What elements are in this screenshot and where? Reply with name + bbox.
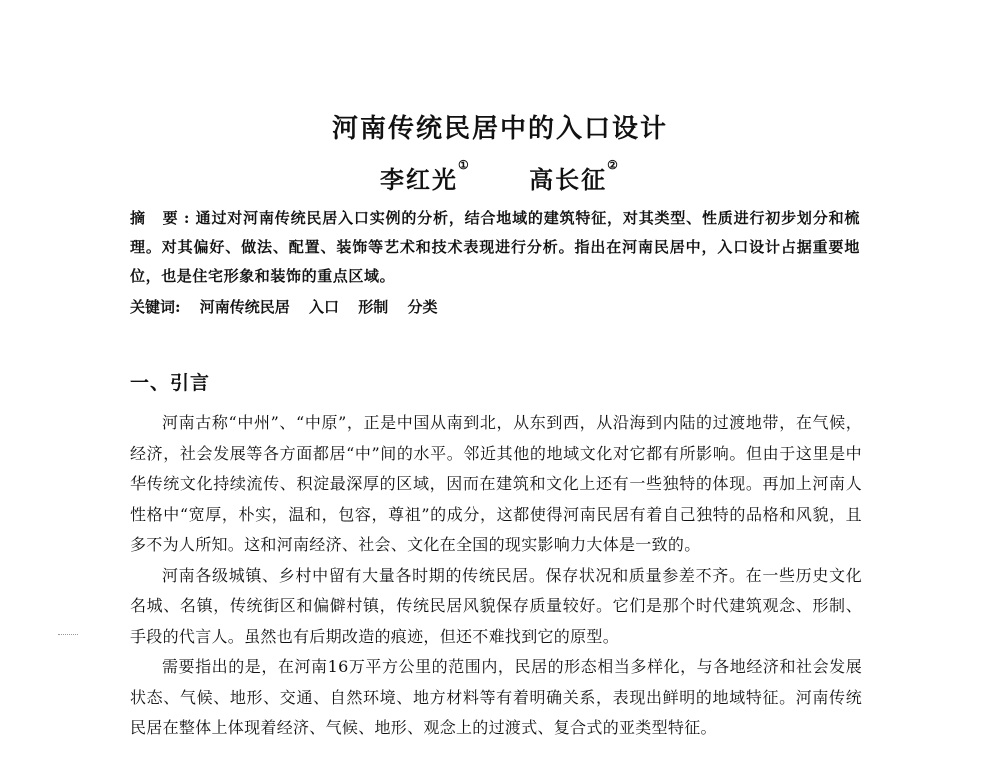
paragraph-1: 河南古称“中州”、“中原”，正是中国从南到北，从东到西，从沿海到内陆的过渡地带，在气候，经济，社会发展等各方面都居“中”间的水平。邻近其他的地域文化对它都有所影响。但由于这里是中华传统文化持续流传、积淀最深厚的区域，因而在建筑和文化上还有一些独特的体现。再加上河南人性格中“宽厚，朴实，温和，包容，尊祖”的成分，这都使得河南民居有着自己独特的品格和风貌，且多不为人所知。这和河南经济、社会、文化在全国的现实影响力大体是一致的。 [130,413,862,554]
keyword-3: 形制 [358,298,389,316]
author-1 [380,160,471,195]
paragraph-2: 河南各级城镇、乡村中留有大量各时期的传统民居。保存状况和质量参差不齐。在一些历史文化名城、名镇，传统街区和偏僻村镇，传统民居风貌保存质量较好。它们是那个时代建筑观念、形制、手段的代言人。虽然也有后期改造的痕迹，但还不难找到它的原型。 [130,565,862,646]
author-2-footnote-mark: ② [607,158,620,172]
keyword-2: 入口 [309,298,340,316]
keywords [130,293,438,321]
keyword-1: 河南传统民居 [199,298,290,316]
paper-title: 河南传统民居中的入口设计 [331,114,668,144]
author-2-name: 高长征 [529,165,608,194]
paragraph-3: 需要指出的是，在河南16万平方公里的范围内，民居的形态相当多样化，与各地经济和社会发展状态、气候、地形、交通、自然环境、地方材料等有着明确关系，表现出鲜明的地域特征。河南传统民居在整体上体现着经济、气候、地形、观念上的过渡式、复合式的亚类型特征。 [130,657,862,737]
abstract [130,204,860,291]
abstract-label: 摘 要: [130,209,196,227]
section-heading: 一、引言 [130,372,211,394]
scan-speck [58,634,78,637]
author-1-name: 李红光 [380,165,459,194]
section-body [130,408,862,744]
abstract-text: 通过对河南传统民居入口实例的分析，结合地域的建筑特征，对其类型、性质进行初步划分和梳理。对其偏好、做法、配置、装饰等艺术和技术表现进行分析。指出在河南民居中，入口设计占据重要地位，也是住宅形象和装饰的重点区域。 [130,209,860,285]
author-1-footnote-mark: ① [458,158,471,172]
author-line [0,160,1000,195]
keywords-label: 关键词: [130,298,181,316]
keyword-4: 分类 [407,298,438,316]
author-2 [529,160,620,195]
